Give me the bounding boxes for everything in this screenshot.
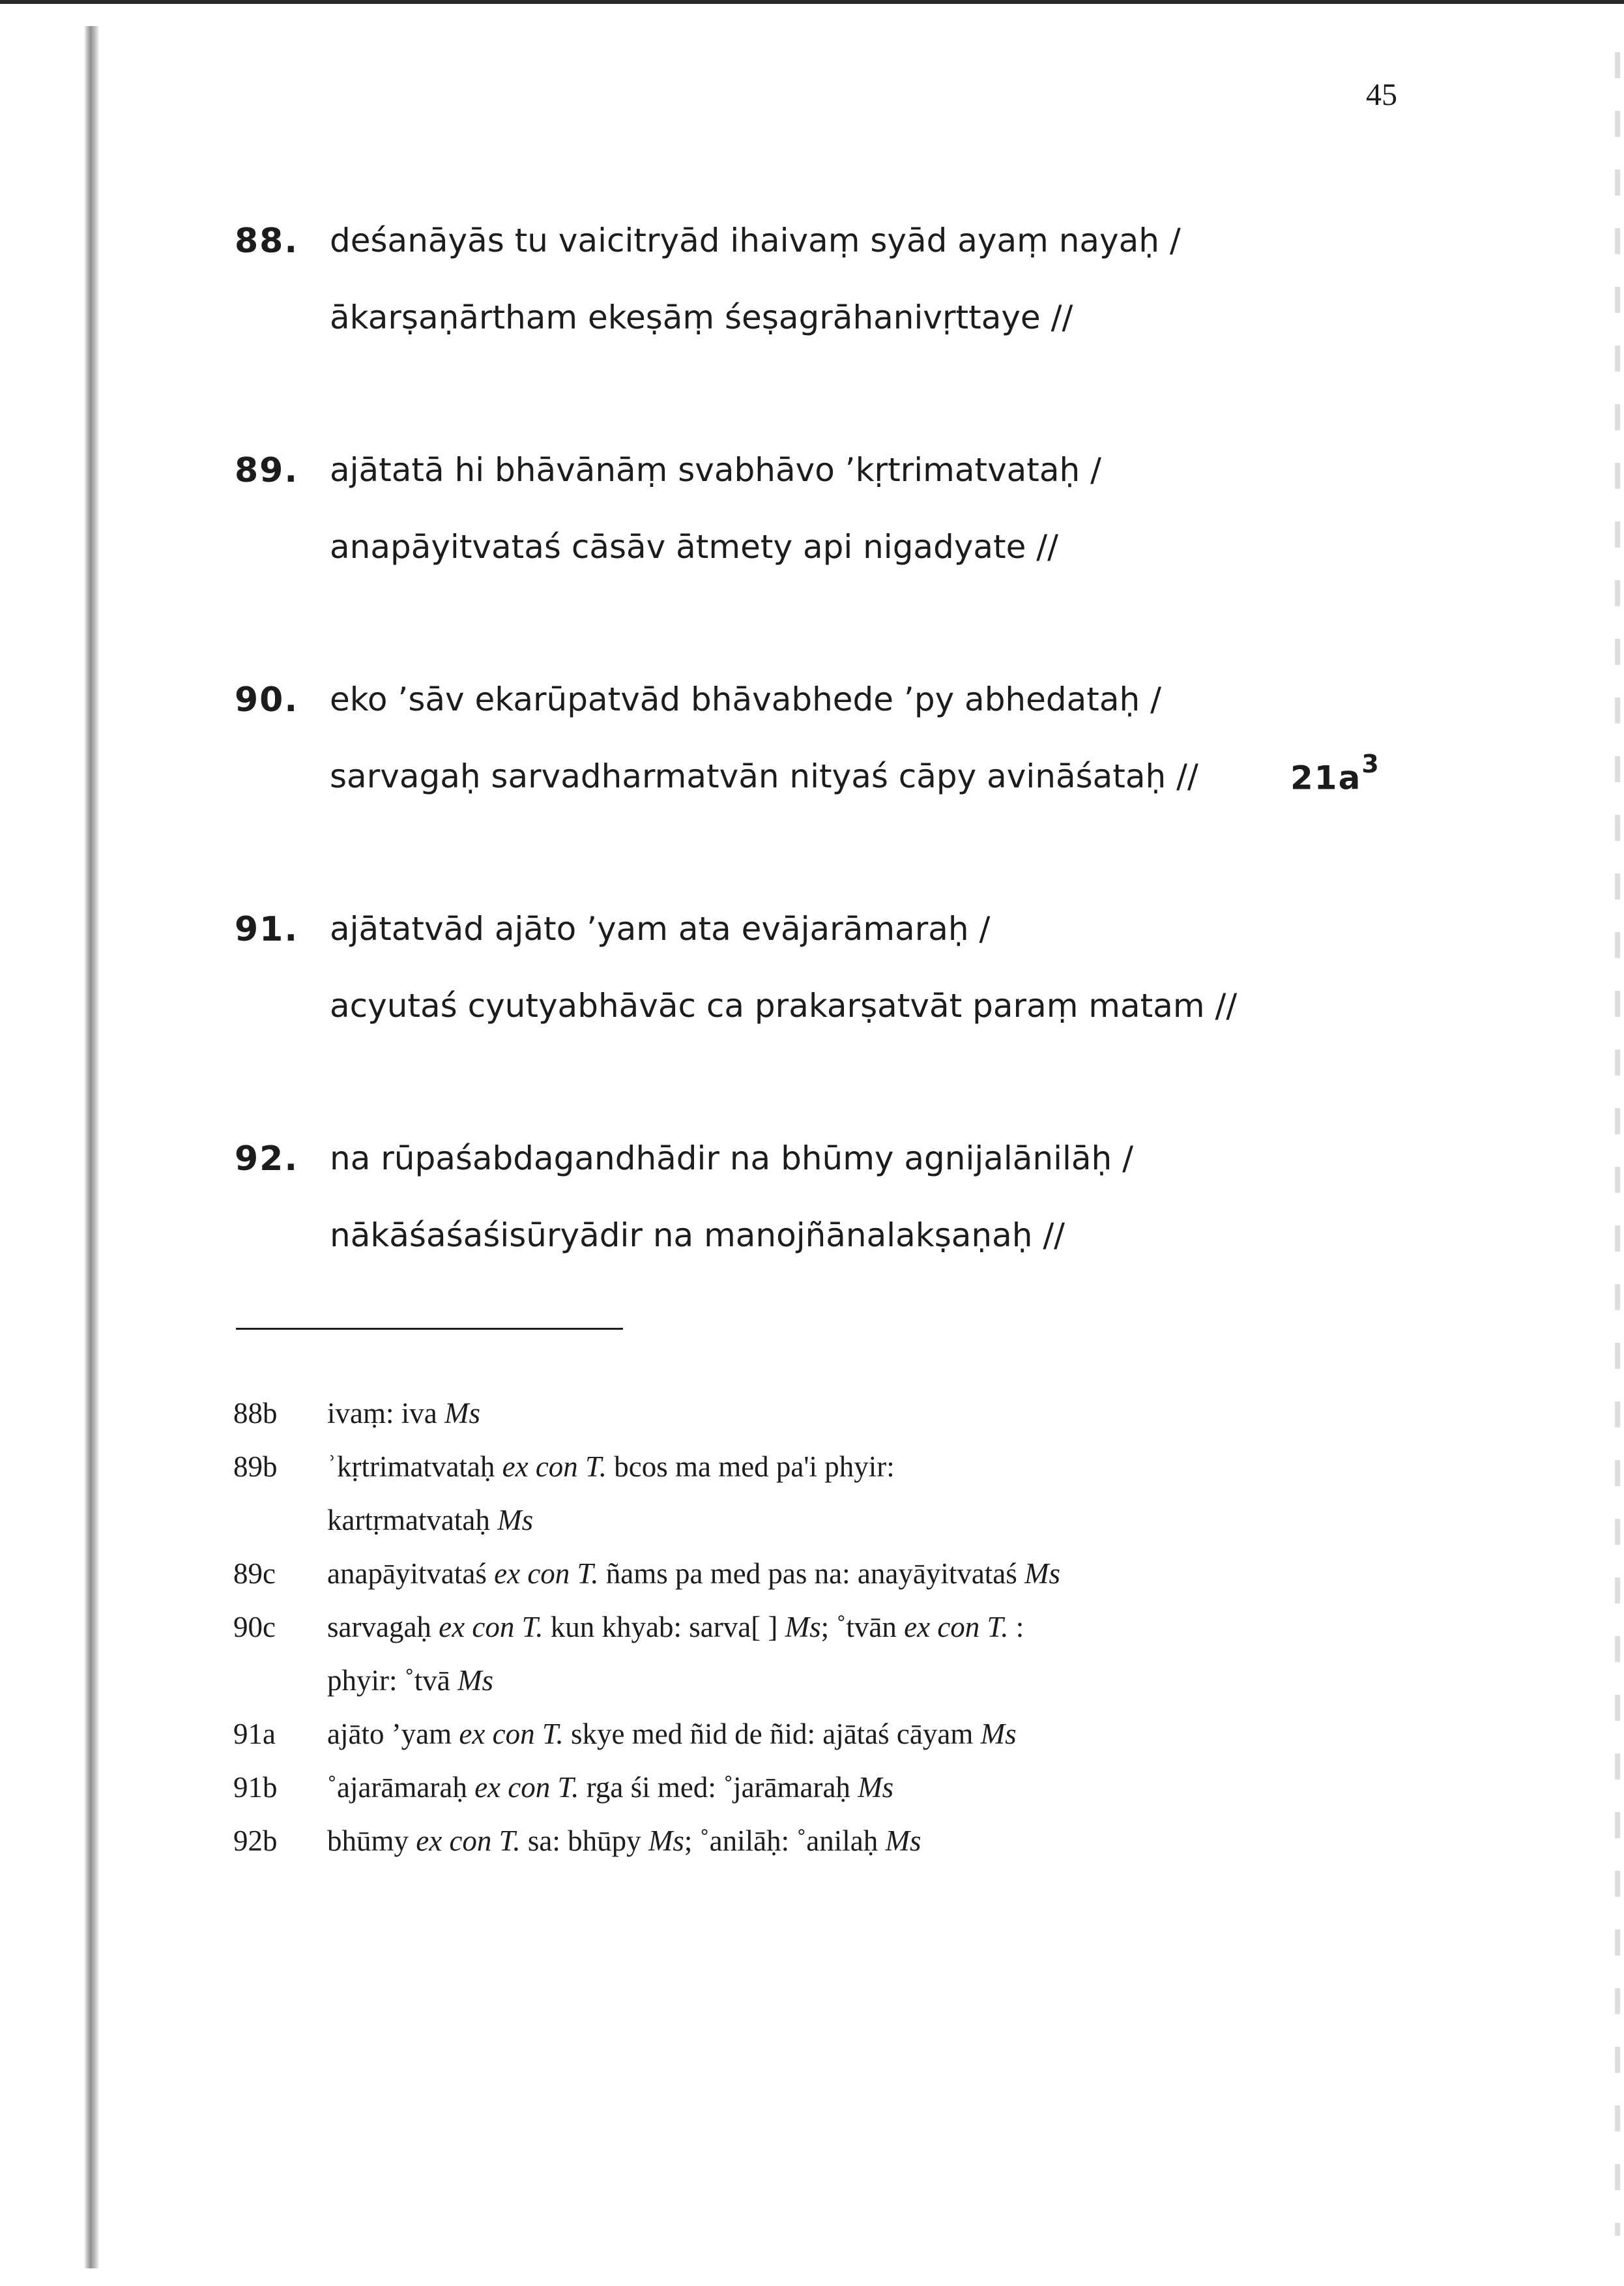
footnote-text (327, 1717, 1017, 1751)
footnote-segment: kartṛmatvataḥ (327, 1504, 498, 1536)
footnote-siglum: Ms (858, 1771, 894, 1804)
scan-binding-shadow (85, 26, 99, 2268)
footnote-siglum: ex con T. (439, 1611, 544, 1643)
footnote-siglum: ex con T. (494, 1557, 599, 1590)
footnote-siglum: Ms (457, 1664, 493, 1697)
footnote-label: 92b (233, 1824, 278, 1857)
footnote-text (327, 1824, 921, 1858)
verse-line: ajātatvād ajāto ’yam ata evājarāmaraḥ / (330, 910, 991, 948)
verse-line: nākāśaśaśisūryādir na manojñānalakṣaṇaḥ // (330, 1216, 1066, 1254)
footnote-siglum: ex con T. (502, 1450, 607, 1483)
footnote-label: 91a (233, 1718, 276, 1750)
footnote-segment: bhūmy (327, 1824, 416, 1857)
footnote-siglum: Ms (648, 1824, 684, 1857)
verse-number: 89. (235, 451, 299, 490)
verse-line: anapāyitvataś cāsāv ātmety api nigadyate // (330, 528, 1058, 566)
verse-line: ajātatā hi bhāvānāṃ svabhāvo ’kṛtrimatvataḥ / (330, 451, 1101, 489)
footnote-segment: sa: bhūpy (520, 1824, 648, 1857)
verse-number: 88. (235, 222, 299, 261)
footnote-segment: sarvagaḥ (327, 1611, 439, 1643)
footnote-label: 89c (233, 1557, 276, 1590)
footnote-segment: ʾkṛtrimatvataḥ (327, 1450, 502, 1483)
verse-line: na rūpaśabdagandhādir na bhūmy agnijalānilāḥ / (330, 1139, 1133, 1177)
verse-number: 91. (235, 910, 299, 949)
footnote-text (327, 1557, 1060, 1590)
footnote-segment: ñams pa med pas na: anayāyitvataś (598, 1557, 1025, 1590)
footnote-text (327, 1663, 493, 1697)
footnote-siglum: Ms (1024, 1557, 1061, 1590)
footnote-siglum: Ms (497, 1504, 534, 1536)
footnote-segment: bcos ma med pa'i phyir: (607, 1450, 895, 1483)
scan-right-edge (1615, 52, 1620, 2236)
footnote-siglum: ex con T. (459, 1718, 564, 1750)
verse-line: ākarṣaṇārtham ekeṣāṃ śeṣagrāhanivṛttaye // (330, 299, 1073, 336)
footnote-siglum: Ms (980, 1718, 1017, 1750)
footnote-siglum: ex con T. (416, 1824, 521, 1857)
footnote-segment: ; ˚anilāḥ: ˚anilaḥ (684, 1824, 886, 1857)
footnote-text (327, 1610, 1024, 1644)
footnote-segment: skye med ñid de ñid: ajātaś cāyam (563, 1718, 981, 1750)
verse-number: 90. (235, 681, 299, 720)
folio-reference (1290, 750, 1380, 797)
footnote-text (327, 1450, 895, 1484)
footnote-rule (236, 1328, 623, 1330)
footnote-segment: phyir: ˚tvā (327, 1664, 457, 1697)
verse-line: eko ’sāv ekarūpatvād bhāvabhede ’py abhedataḥ / (330, 681, 1161, 718)
footnote-segment: ajāto ’yam (327, 1718, 459, 1750)
footnote-text (327, 1503, 533, 1537)
footnote-segment: rga śi med: ˚jarāmaraḥ (579, 1771, 858, 1804)
page-number: 45 (1366, 78, 1397, 112)
footnote-text (327, 1396, 480, 1430)
footnote-label: 91b (233, 1771, 278, 1804)
folio-reference-sup: 3 (1361, 750, 1380, 778)
footnote-label: 89b (233, 1450, 278, 1483)
footnote-label: 88b (233, 1397, 278, 1429)
footnote-label: 90c (233, 1611, 276, 1643)
footnote-siglum: Ms (885, 1824, 921, 1857)
footnote-segment: ivaṃ: iva (327, 1397, 444, 1429)
footnote-siglum: ex con T. (904, 1611, 1009, 1643)
verse-number: 92. (235, 1139, 299, 1179)
folio-reference-base: 21a (1290, 759, 1362, 797)
verse-line: sarvagaḥ sarvadharmatvān nityaś cāpy avināśataḥ // (330, 757, 1198, 795)
verse-line: acyutaś cyutyabhāvāc ca prakarṣatvāt paraṃ matam // (330, 987, 1238, 1025)
footnote-siglum: Ms (785, 1611, 821, 1643)
footnote-segment: ˚ajarāmaraḥ (327, 1771, 475, 1804)
footnote-segment: ; ˚tvān (820, 1611, 905, 1643)
footnote-text (327, 1770, 893, 1804)
footnote-segment: anapāyitvataś (327, 1557, 495, 1590)
scan-top-border (0, 0, 1624, 4)
verse-line: deśanāyās tu vaicitryād ihaivaṃ syād ayaṃ nayaḥ / (330, 222, 1181, 259)
footnote-segment: kun khyab: sarva[ ] (543, 1611, 785, 1643)
footnote-segment: : (1008, 1611, 1024, 1643)
footnote-siglum: ex con T. (474, 1771, 579, 1804)
footnote-siglum: Ms (444, 1397, 480, 1429)
